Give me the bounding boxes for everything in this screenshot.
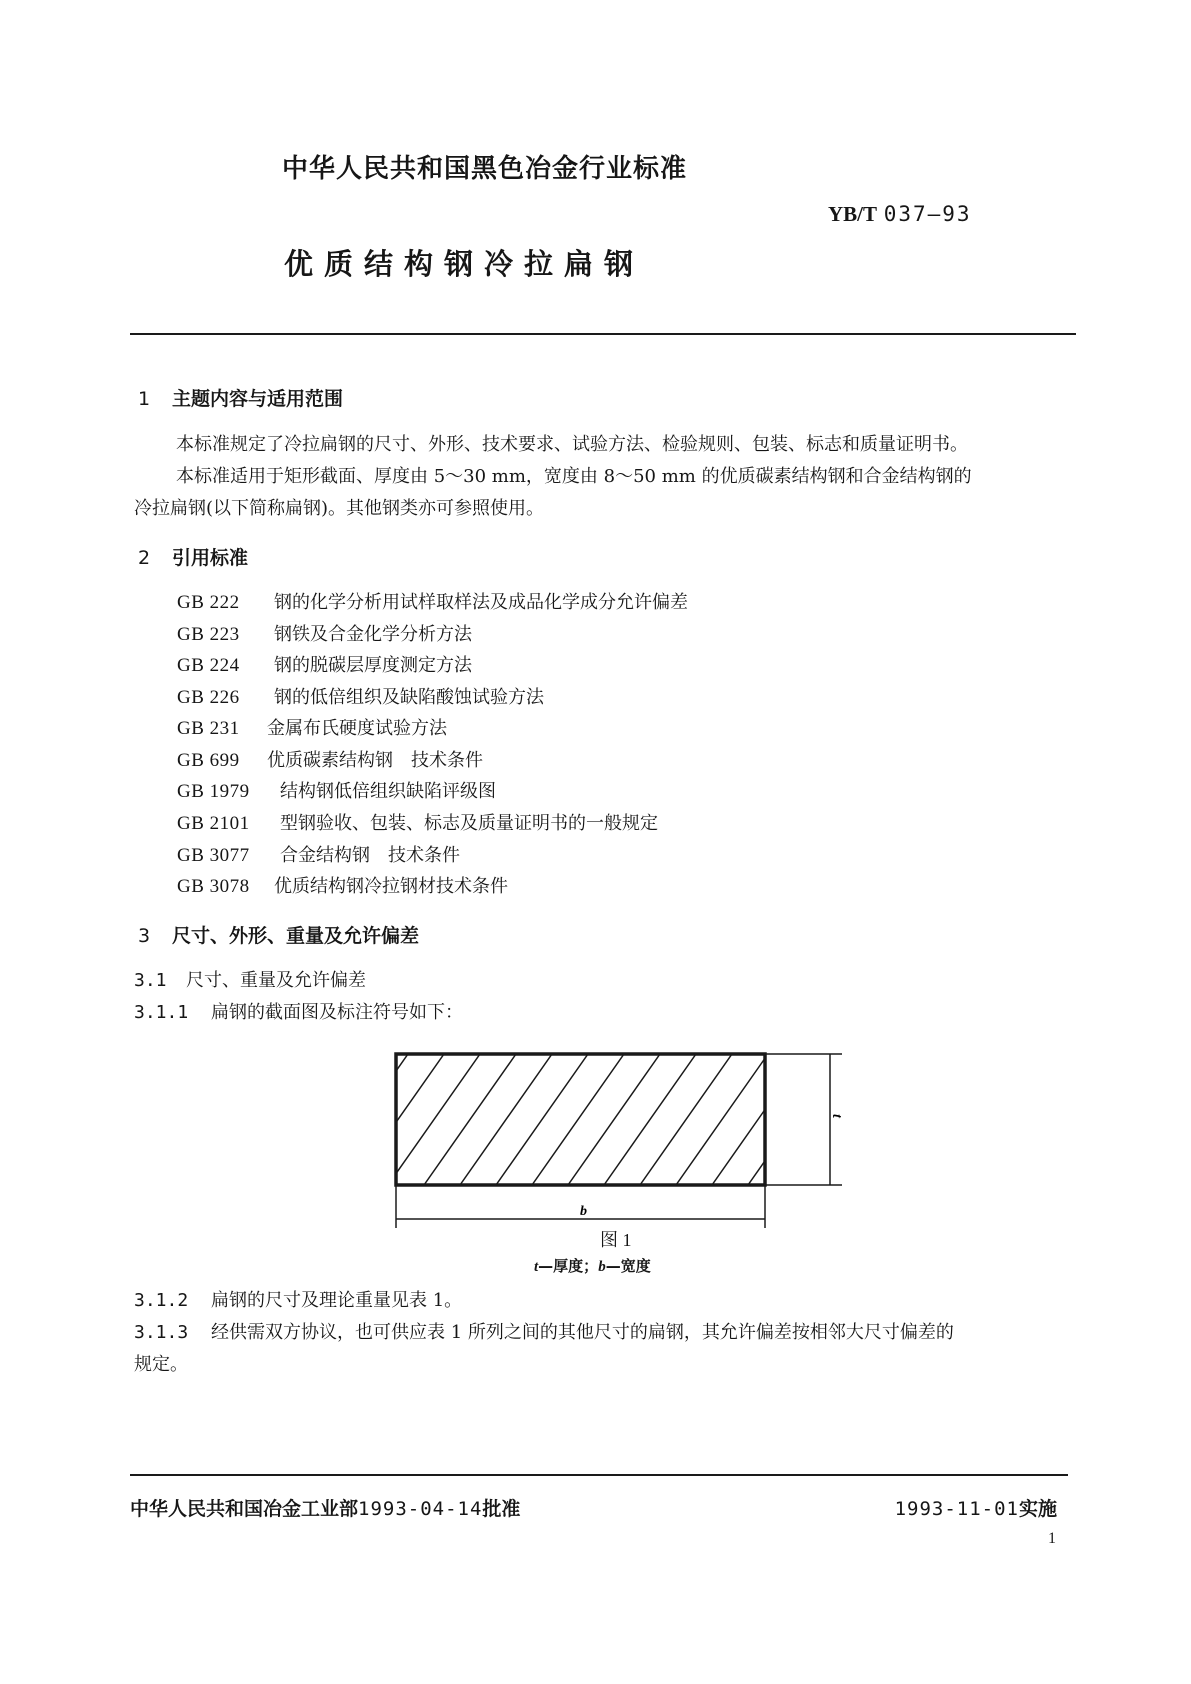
- clause-3-1-2-number: 3.1.2: [134, 1290, 189, 1311]
- standard-organization: 中华人民共和国黑色冶金行业标准: [282, 154, 688, 184]
- section-3-number: 3: [138, 925, 151, 947]
- section-1-para-2-line-2: 冷拉扁钢(以下简称扁钢)。其他钢类亦可参照使用。: [134, 498, 545, 519]
- effective-suffix: 实施: [1018, 1498, 1057, 1520]
- section-2-heading: [138, 543, 248, 570]
- standard-code-number: 037—93: [883, 202, 972, 226]
- footer-rule: [130, 1474, 1068, 1476]
- section-1-title: 主题内容与适用范围: [172, 388, 344, 410]
- clause-3-1-1-text: 扁钢的截面图及标注符号如下：: [211, 1002, 463, 1023]
- reference-code: GB 699: [177, 750, 240, 771]
- reference-item: [177, 683, 544, 709]
- figure-legend: [534, 1255, 651, 1276]
- effective-statement: [895, 1494, 1057, 1521]
- page-number: 1: [1048, 1530, 1056, 1547]
- legend-t-text: —厚度；: [538, 1257, 599, 1275]
- section-2-number: 2: [138, 547, 151, 569]
- reference-title: 钢的化学分析用试样取样法及成品化学成分允许偏差: [274, 592, 688, 613]
- legend-b-text: —宽度: [605, 1257, 651, 1275]
- document-title: 优质结构钢冷拉扁钢: [284, 247, 645, 281]
- reference-title: 钢的低倍组织及缺陷酸蚀试验方法: [274, 687, 544, 708]
- clause-3-1-1-number: 3.1.1: [134, 1002, 189, 1023]
- reference-item: [177, 588, 688, 614]
- standard-code-prefix: YB/T: [828, 202, 878, 226]
- clause-3-1-2: [134, 1286, 462, 1312]
- reference-title: 型钢验收、包装、标志及质量证明书的一般规定: [280, 813, 658, 834]
- legend-b-symbol: b: [598, 1259, 606, 1275]
- clause-3-1: [134, 966, 366, 992]
- section-3-heading: [138, 921, 419, 948]
- reference-item: [177, 746, 483, 772]
- reference-item: [177, 872, 508, 898]
- approval-statement: [130, 1494, 520, 1521]
- approval-org: 中华人民共和国冶金工业部: [130, 1498, 359, 1520]
- reference-code: GB 231: [177, 718, 240, 739]
- approval-suffix: 批准: [482, 1498, 521, 1520]
- clause-3-1-3-line-2: 规定。: [134, 1354, 188, 1375]
- reference-title: 合金结构钢 技术条件: [280, 845, 460, 866]
- section-2-title: 引用标准: [172, 547, 249, 569]
- reference-code: GB 2101: [177, 813, 250, 834]
- clause-3-1-1: [134, 998, 463, 1024]
- reference-item: [177, 841, 460, 867]
- reference-title: 钢铁及合金化学分析方法: [274, 624, 472, 645]
- clause-3-1-3-text: 经供需双方协议，也可供应表 1 所列之间的其他尺寸的扁钢，其允许偏差按相邻大尺寸偏差的: [211, 1322, 954, 1343]
- section-1-para-1: 本标准规定了冷拉扁钢的尺寸、外形、技术要求、试验方法、检验规则、包装、标志和质量证明书。: [176, 434, 968, 455]
- thickness-symbol: t: [829, 1114, 844, 1118]
- reference-code: GB 3078: [177, 876, 250, 897]
- section-1-para-2-line-1: 本标准适用于矩形截面、厚度由 5～30 mm，宽度由 8～50 mm 的优质碳素结构钢和合金结构钢的: [176, 466, 972, 487]
- header-rule: [130, 333, 1076, 335]
- reference-item: [177, 777, 496, 803]
- legend-t-symbol: t: [534, 1259, 539, 1275]
- reference-title: 结构钢低倍组织缺陷评级图: [280, 781, 496, 802]
- clause-3-1-3-number: 3.1.3: [134, 1322, 189, 1343]
- reference-title: 金属布氏硬度试验方法: [267, 718, 447, 739]
- standard-code: [828, 202, 972, 227]
- approval-date: 1993-04-14: [358, 1498, 483, 1520]
- reference-title: 优质结构钢冷拉钢材技术条件: [274, 876, 508, 897]
- clause-3-1-2-text: 扁钢的尺寸及理论重量见表 1。: [211, 1290, 463, 1311]
- reference-code: GB 222: [177, 592, 240, 613]
- reference-item: [177, 714, 447, 740]
- reference-title: 钢的脱碳层厚度测定方法: [274, 655, 472, 676]
- clause-3-1-3: [134, 1318, 954, 1344]
- reference-code: GB 1979: [177, 781, 250, 802]
- reference-code: GB 223: [177, 624, 240, 645]
- reference-item: [177, 651, 472, 677]
- section-1-heading: [138, 384, 343, 411]
- reference-item: [177, 620, 472, 646]
- reference-title: 优质碳素结构钢 技术条件: [267, 750, 483, 771]
- flat-bar-section: [396, 1054, 765, 1185]
- hatch-pattern: [380, 1054, 840, 1185]
- cross-section-figure: [380, 1038, 850, 1228]
- reference-code: GB 224: [177, 655, 240, 676]
- reference-code: GB 3077: [177, 845, 250, 866]
- clause-3-1-text: 尺寸、重量及允许偏差: [186, 970, 366, 991]
- section-1-number: 1: [138, 388, 151, 410]
- reference-item: [177, 809, 658, 835]
- section-3-title: 尺寸、外形、重量及允许偏差: [172, 925, 420, 947]
- figure-caption: 图 1: [600, 1230, 632, 1250]
- clause-3-1-number: 3.1: [134, 970, 167, 991]
- effective-date: 1993-11-01: [894, 1498, 1019, 1520]
- reference-code: GB 226: [177, 687, 240, 708]
- width-symbol: b: [580, 1204, 587, 1219]
